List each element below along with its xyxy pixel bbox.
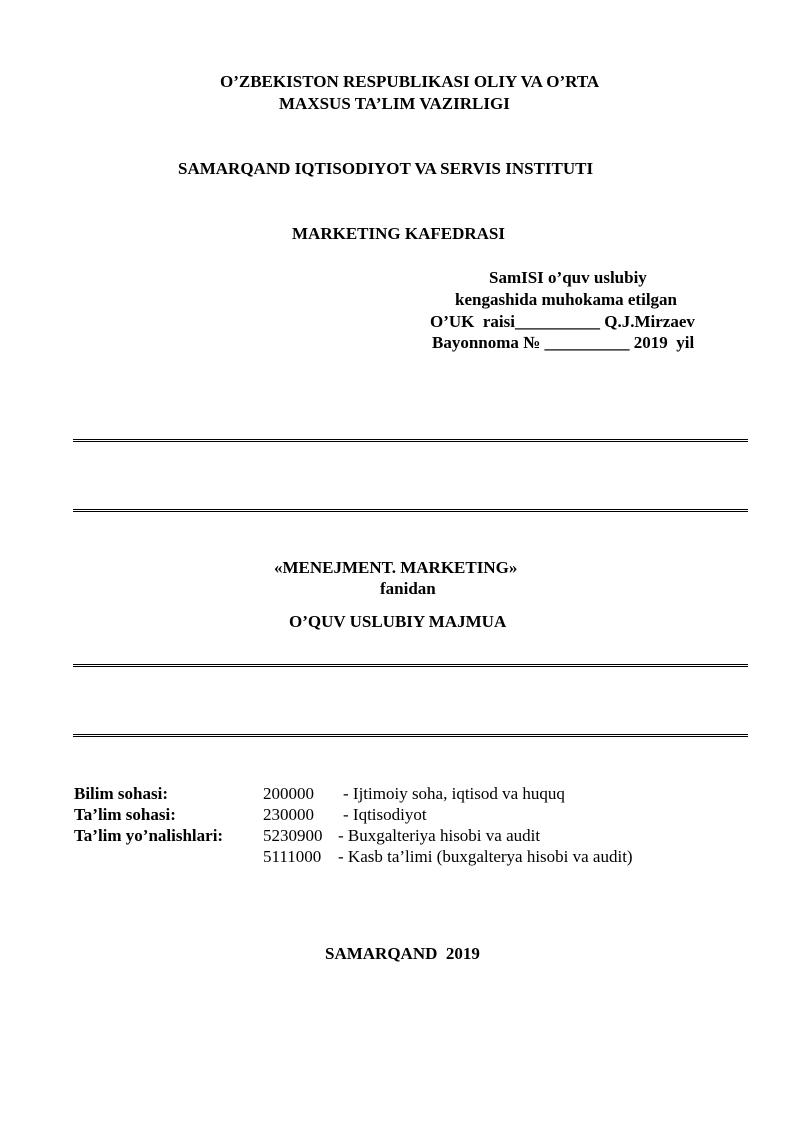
double-rule-1 [73, 439, 748, 442]
institute-name: SAMARQAND IQTISODIYOT VA SERVIS INSTITUTI [178, 159, 594, 178]
double-rule-3 [73, 664, 748, 667]
department-name: MARKETING KAFEDRASI [292, 224, 505, 243]
field-label: Ta’lim sohasi: [74, 805, 176, 824]
ministry-line-2: MAXSUS TA’LIM VAZIRLIGI [279, 94, 510, 113]
approval-protocol-line: Bayonnoma № __________ 2019 yil [432, 333, 695, 352]
field-description: - Ijtimoiy soha, iqtisod va huquq [343, 784, 565, 803]
field-description: - Iqtisodiyot [343, 805, 427, 824]
place-year: SAMARQAND 2019 [325, 944, 480, 963]
document-type: O’QUV USLUBIY MAJMUA [289, 612, 507, 631]
field-label: Bilim sohasi: [74, 784, 168, 803]
field-description: - Kasb ta’limi (buxgalterya hisobi va audit) [338, 847, 633, 866]
subject-title: «MENEJMENT. MARKETING» [274, 558, 518, 577]
field-code: 200000 [263, 784, 314, 803]
field-label: Ta’lim yo’nalishlari: [74, 826, 224, 845]
double-rule-2 [73, 509, 748, 512]
approval-chair-line: O’UK raisi__________ Q.J.Mirzaev [430, 312, 695, 331]
double-rule-4 [73, 734, 748, 737]
field-description: - Buxgalteriya hisobi va audit [338, 826, 541, 845]
ministry-line-1: O’ZBEKISTON RESPUBLIKASI OLIY VA O’RTA [220, 72, 600, 91]
approval-line-1: SamISI o’quv uslubiy [489, 268, 647, 287]
field-code: 230000 [263, 805, 314, 824]
approval-line-2: kengashida muhokama etilgan [455, 290, 677, 309]
subject-suffix: fanidan [380, 579, 436, 598]
field-code: 5230900 [263, 826, 323, 845]
field-code: 5111000 [263, 847, 322, 866]
